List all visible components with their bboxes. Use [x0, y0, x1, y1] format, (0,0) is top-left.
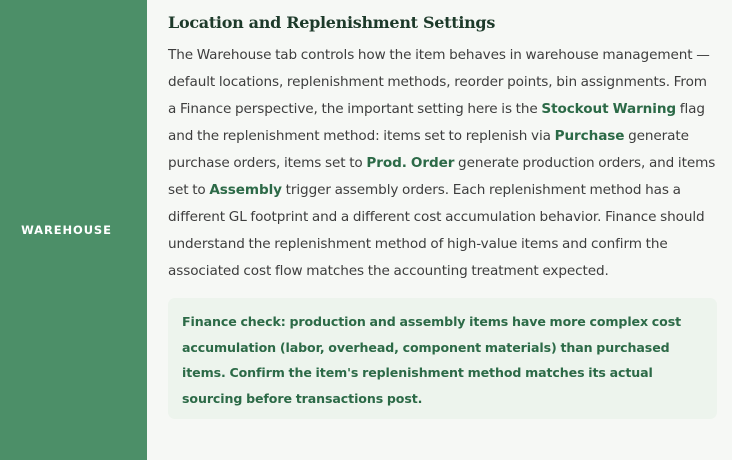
paragraph-text-5: trigger assembly orders. Each replenishment method has a different GL footprint and a different cost accumulation behavior. Finance should understand the replenishment method of high-value items and confirm the associated cost flow matches the accounting treatment expected. — [168, 182, 705, 279]
paragraph-text-2: flag and the replenishment method: items set to replenish via — [168, 101, 705, 144]
section-title: Location and Replenishment Settings — [168, 13, 496, 32]
prod-order-term: Prod. Order — [366, 155, 455, 171]
stockout-warning-term: Stockout Warning — [541, 101, 677, 117]
sidebar-section-label — [0, 0, 147, 460]
paragraph-text-3: generate purchase orders, items set to — [168, 128, 689, 171]
finance-check-callout — [168, 298, 717, 419]
section-paragraph — [168, 42, 717, 285]
paragraph-text-4: generate production orders, and items set to — [168, 155, 716, 198]
section-content — [147, 0, 732, 460]
callout-text: Finance check: production and assembly items have more complex cost accumulation (labor, overhead, component materials) than purchased items. Confirm the item's replenishment method matches its actual sourcing before transactions post. — [182, 314, 682, 406]
paragraph-text-1: The Warehouse tab controls how the item behaves in warehouse management — default locations, replenishment methods, reorder points, bin assignments. From a Finance perspective, the important setting here is the — [168, 47, 710, 117]
section-label: WAREHOUSE — [21, 223, 112, 237]
purchase-term: Purchase — [554, 128, 625, 144]
assembly-term: Assembly — [209, 182, 282, 198]
